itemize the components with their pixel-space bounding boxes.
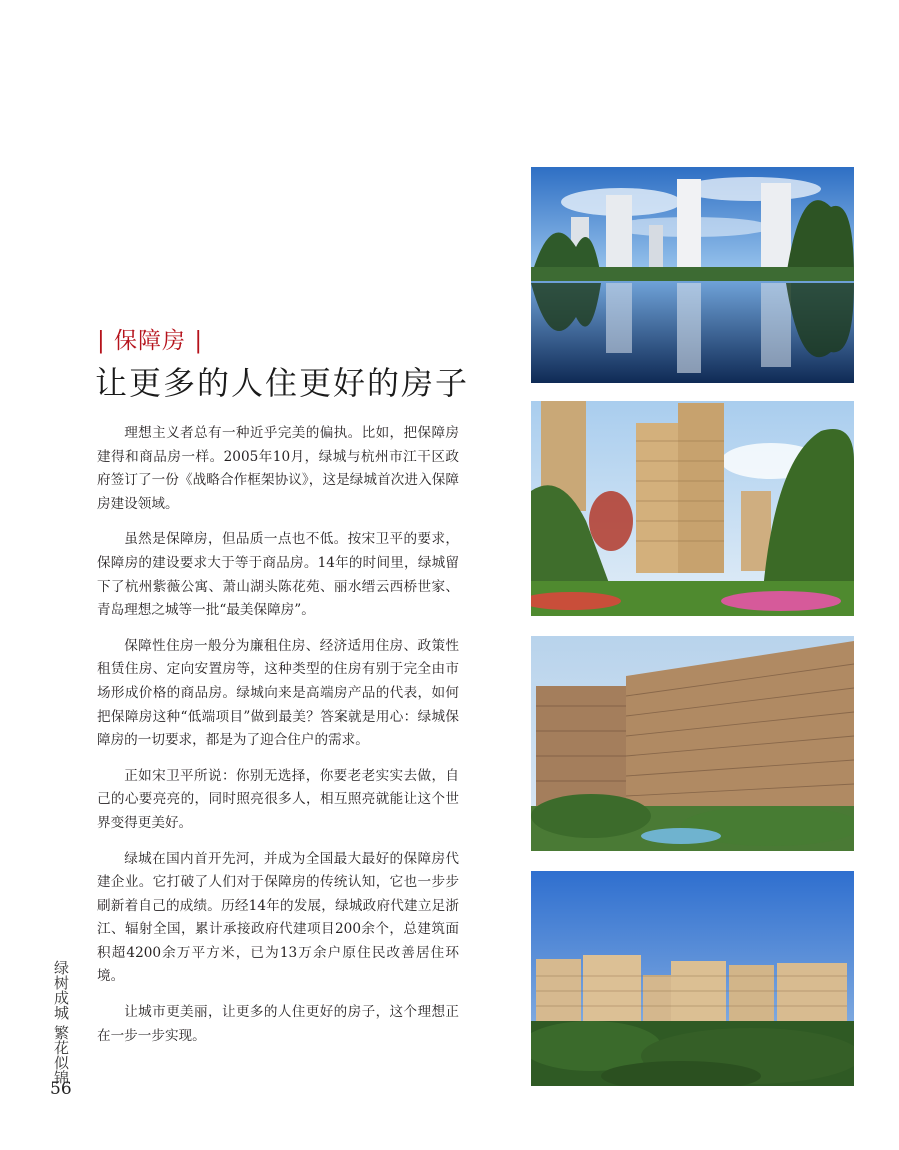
paragraph: 正如宋卫平所说：你别无选择，你要老老实实去做，自己的心要亮亮的，同时照亮很多人，相互照亮就能让这个世界变得更美好。: [97, 767, 459, 831]
article-body: [97, 422, 459, 1060]
paragraph: 绿城在国内首开先河，并成为全国最大最好的保障房代建企业。它打破了人们对于保障房的传统认知，它也一步步刷新着自己的成绩。历经14年的发展，绿城政府代建立足浙江、辐射全国，累计承接政府代建项目200余个，总建筑面积超4200余万平方米，已为13万余户原住民改善居住环境。: [97, 850, 459, 985]
photo-residential-blocks-with-landscaping: [531, 636, 854, 851]
vertical-caption: 绿树成城 繁花似锦: [52, 960, 70, 1085]
page-number: 56: [50, 1079, 72, 1099]
photo-golden-towers-with-garden: [531, 401, 854, 616]
photo-apartment-complex-skyline: [531, 871, 854, 1086]
paragraph: 理想主义者总有一种近乎完美的偏执。比如，把保障房建得和商品房一样。2005年10月，绿城与杭州市江干区政府签订了一份《战略合作框架协议》，这是绿城首次进入保障房建设领域。: [97, 425, 459, 512]
paragraph: 保障性住房一般分为廉租住房、经济适用住房、政策性租赁住房、定向安置房等，这种类型的住房有别于完全由市场形成价格的商品房。绿城向来是高端房产品的代表，如何把保障房这种“低端项目”做到最美？答案就是用心：绿城保障房的一切要求，都是为了迎合住户的需求。: [97, 637, 459, 749]
photo-towers-reflected-in-pool: [531, 167, 854, 383]
page-title: 让更多的人住更好的房子: [95, 364, 470, 402]
paragraph: 让城市更美丽，让更多的人住更好的房子，这个理想正在一步一步实现。: [97, 1004, 459, 1044]
section-tag: | 保障房 |: [97, 328, 204, 354]
paragraph: 虽然是保障房，但品质一点也不低。按宋卫平的要求，保障房的建设要求大于等于商品房。14年的时间里，绿城留下了杭州紫薇公寓、萧山湖头陈花苑、丽水缙云西桥世家、青岛理想之城等一批“最美保障房”。: [97, 531, 459, 619]
